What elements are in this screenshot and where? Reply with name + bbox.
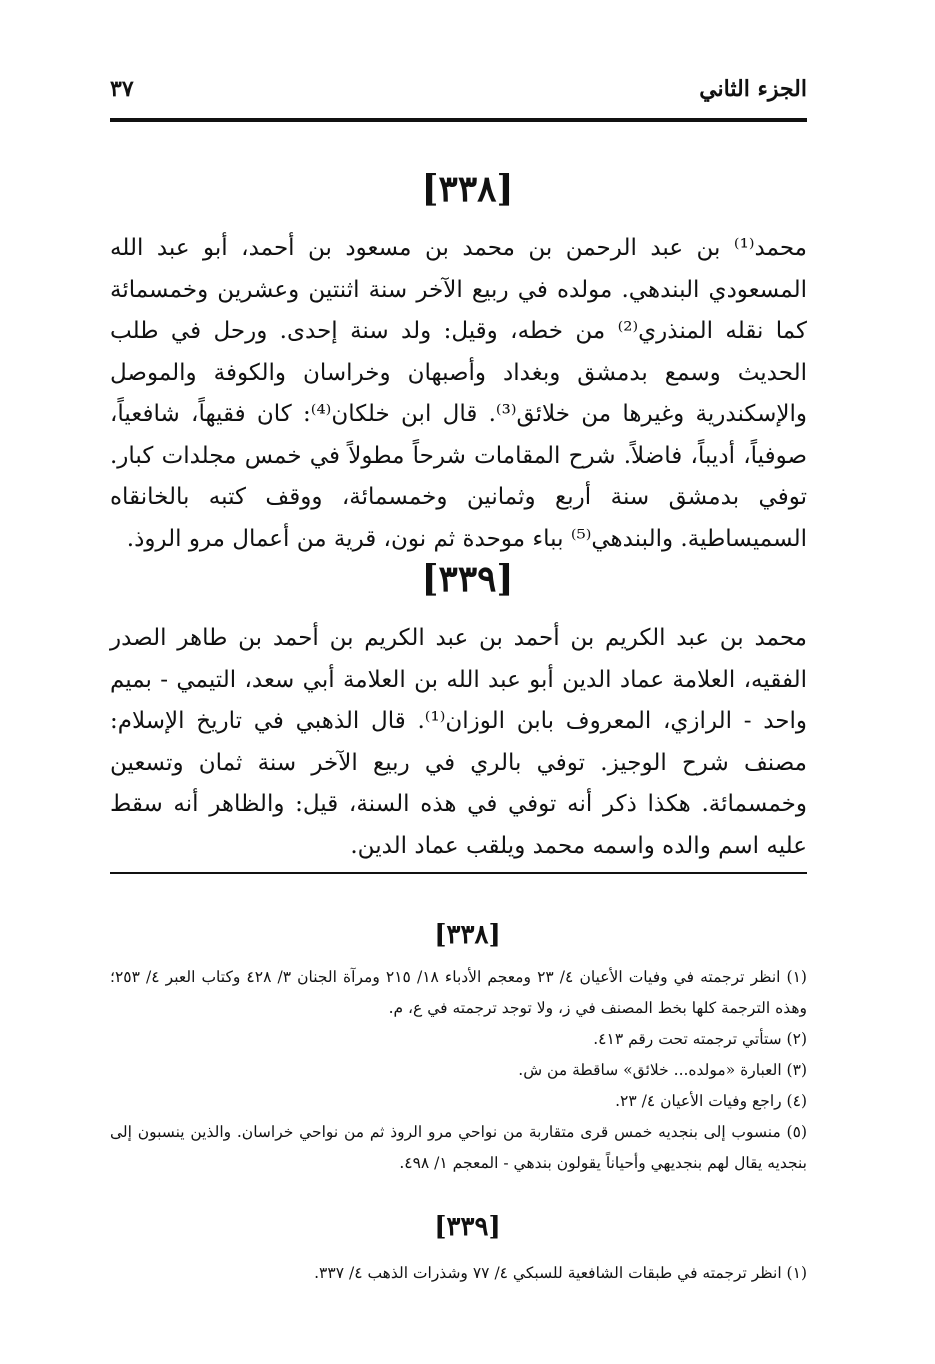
- entry-text-339: [110, 618, 807, 867]
- footnote-divider: [110, 872, 807, 874]
- chapter-title: الجزء الثاني: [699, 76, 807, 102]
- entry-number-338: [٣٣٨]: [421, 168, 514, 210]
- entry-number-339: [٣٣٩]: [421, 558, 514, 600]
- footnotes-338: [110, 962, 807, 1179]
- footnote-item: (٢) ستأتي ترجمته تحت رقم ٤١٣.: [593, 1030, 807, 1048]
- page-header: [110, 62, 807, 122]
- footnote-item: (١) انظر ترجمته في طبقات الشافعية للسبكي ٤/ ٧٧ وشذرات الذهب ٤/ ٣٣٧.: [314, 1264, 807, 1282]
- entry-text-338: [110, 228, 807, 560]
- entry-paragraph: محمد بن عبد الكريم بن أحمد بن عبد الكريم بن أحمد بن طاهر الصدر الفقيه، العلامة عماد الدين أبو عبد الله بن العلامة أبي سعد، التيمي - بميم واحد - الرازي، المعروف بابن الوزان⁽¹⁾. قال الذهبي في تاريخ الإسلام: مصنف شرح الوجيز. توفي بالري في ربيع الآخر سنة ثمان وتسعين وخمسمائة. هكذا ذكر أنه توفي في هذه السنة، قيل: والظاهر أنه سقط عليه اسم والده واسمه محمد ويلقب عماد الدين.: [110, 625, 807, 859]
- footnote-item: (٤) راجع وفيات الأعيان ٤/ ٢٣.: [615, 1092, 807, 1110]
- footnote-item: (١) انظر ترجمته في وفيات الأعيان ٤/ ٢٣ ومعجم الأدباء ١٨/ ٢١٥ ومرآة الجنان ٣/ ٤٢٨ وكتاب العبر ٤/ ٢٥٣؛ وهذه الترجمة كلها بخط المصنف في ز، ولا توجد ترجمته في ع، م.: [110, 968, 807, 1017]
- footnotes-339: [110, 1258, 807, 1289]
- footnote-item: (٣) العبارة «مولده... خلائق» ساقطة من ش.: [518, 1061, 807, 1079]
- footnote-group-number-339: [٣٣٩]: [434, 1212, 501, 1242]
- footnote-item: (٥) منسوب إلى بنجديه خمس قرى متقاربة من نواحي مرو الروذ ثم من نواحي خراسان. والذين ينسبون إلى بنجديه يقال لهم بنجديهي وأحياناً يقولون بندهي - المعجم ١/ ٤٩٨.: [110, 1123, 807, 1172]
- footnote-group-number-338: [٣٣٨]: [434, 920, 501, 950]
- entry-paragraph: محمد⁽¹⁾ بن عبد الرحمن بن محمد بن مسعود بن أحمد، أبو عبد الله المسعودي البندهي. مولده في ربيع الآخر سنة اثنتين وعشرين وخمسمائة كما نقله المنذري⁽²⁾ من خطه، وقيل: ولد سنة إحدى. ورحل في طلب الحديث وسمع بدمشق وبغداد وأصبهان وخراسان والكوفة والموصل والإسكندرية وغيرها من خلائق⁽³⁾. قال ابن خلكان⁽⁴⁾: كان فقيهاً، شافعياً، صوفياً، أديباً، فاضلاً. شرح المقامات شرحاً مطولاً في خمس مجلدات كبار. توفي بدمشق سنة أربع وثمانين وخمسمائة، ووقف كتبه بالخانقاه السميساطية. والبندهي⁽⁵⁾ بباء موحدة ثم نون، قرية من أعمال مرو الروذ.: [110, 235, 807, 552]
- page-number: ٣٧: [110, 76, 134, 102]
